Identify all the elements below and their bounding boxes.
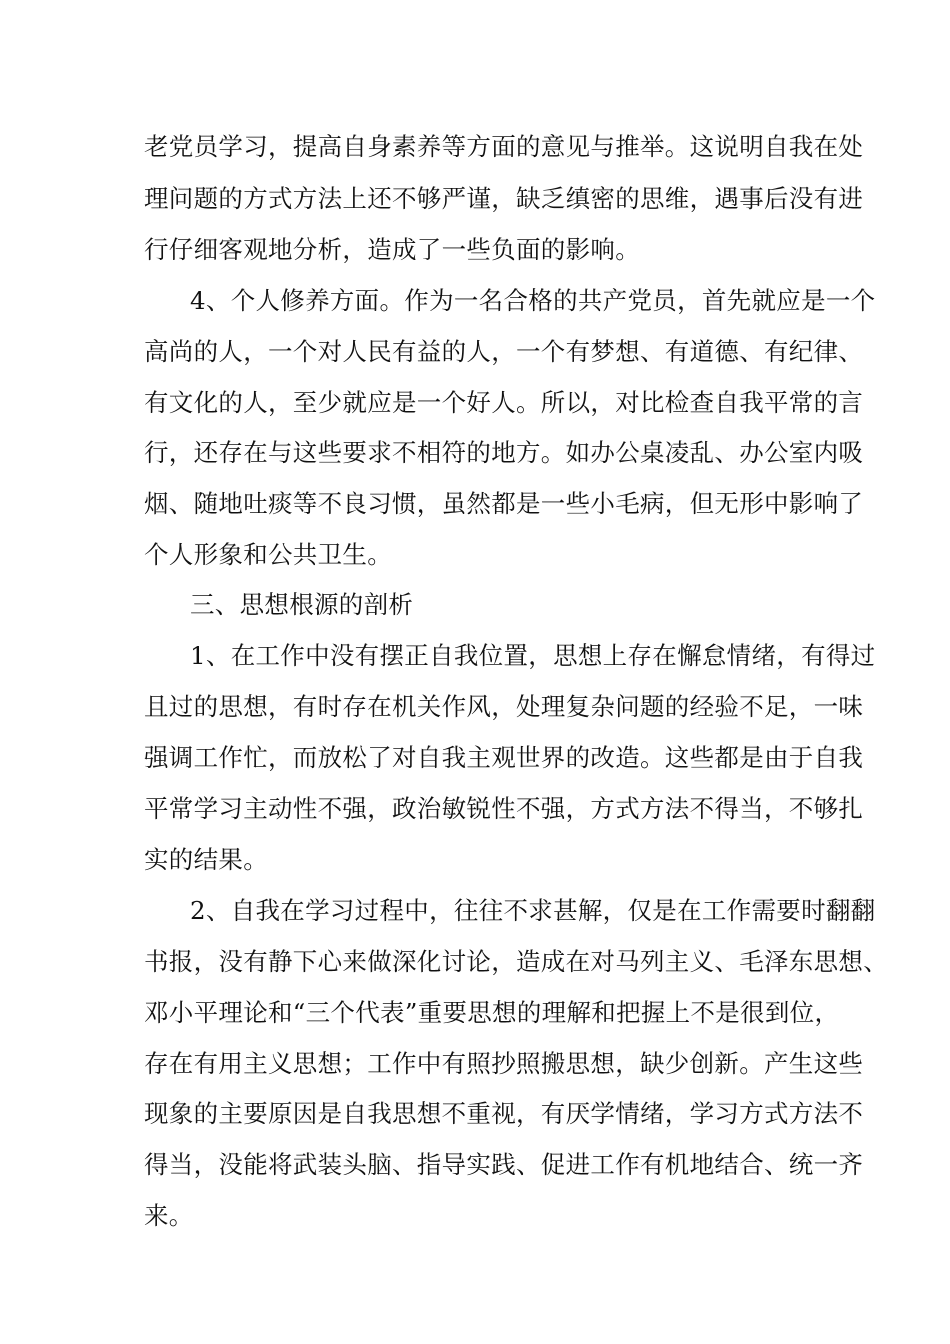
text-line: 个人形象和公共卫生。 (144, 540, 392, 569)
text-line: 且过的思想，有时存在机关作风，处理复杂问题的经验不足，一味 (144, 692, 864, 721)
text-line: 烟、随地吐痰等不良习惯，虽然都是一些小毛病，但无形中影响了 (144, 489, 864, 518)
paragraph-start: 2、自我在学习过程中，往往不求甚解，仅是在工作需要时翻翻 (190, 896, 876, 925)
text-line: 得当，没能将武装头脑、指导实践、促进工作有机地结合、统一齐 (144, 1150, 864, 1179)
text-line: 行，还存在与这些要求不相符的地方。如办公桌凌乱、办公室内吸 (144, 438, 864, 467)
text-line: 行仔细客观地分析，造成了一些负面的影响。 (144, 235, 640, 264)
text-line: 实的结果。 (144, 845, 268, 874)
text-line: 老党员学习，提高自身素养等方面的意见与推举。这说明自我在处 (144, 132, 864, 161)
text-line: 来。 (144, 1201, 194, 1230)
text-line: 高尚的人，一个对人民有益的人，一个有梦想、有道德、有纪律、 (144, 337, 864, 366)
text-line: 有文化的人，至少就应是一个好人。所以，对比检查自我平常的言 (144, 388, 864, 417)
text-line: 存在有用主义思想；工作中有照抄照搬思想，缺少创新。产生这些 (144, 1049, 864, 1078)
text-line: 现象的主要原因是自我思想不重视，有厌学情绪，学习方式方法不 (144, 1099, 864, 1128)
section-heading: 三、思想根源的剖析 (190, 590, 414, 619)
text-line: 邓小平理论和“三个代表”重要思想的理解和把握上不是很到位， (144, 998, 840, 1027)
text-line: 平常学习主动性不强，政治敏锐性不强，方式方法不得当，不够扎 (144, 794, 864, 823)
text-line: 强调工作忙，而放松了对自我主观世界的改造。这些都是由于自我 (144, 743, 864, 772)
text-line: 理问题的方式方法上还不够严谨，缺乏缜密的思维，遇事后没有进 (144, 184, 864, 213)
paragraph-start: 1、在工作中没有摆正自我位置，思想上存在懈怠情绪，有得过 (190, 641, 876, 670)
text-line: 书报，没有静下心来做深化讨论，造成在对马列主义、毛泽东思想、 (144, 947, 888, 976)
paragraph-start: 4、个人修养方面。作为一名合格的共产党员，首先就应是一个 (190, 286, 876, 315)
